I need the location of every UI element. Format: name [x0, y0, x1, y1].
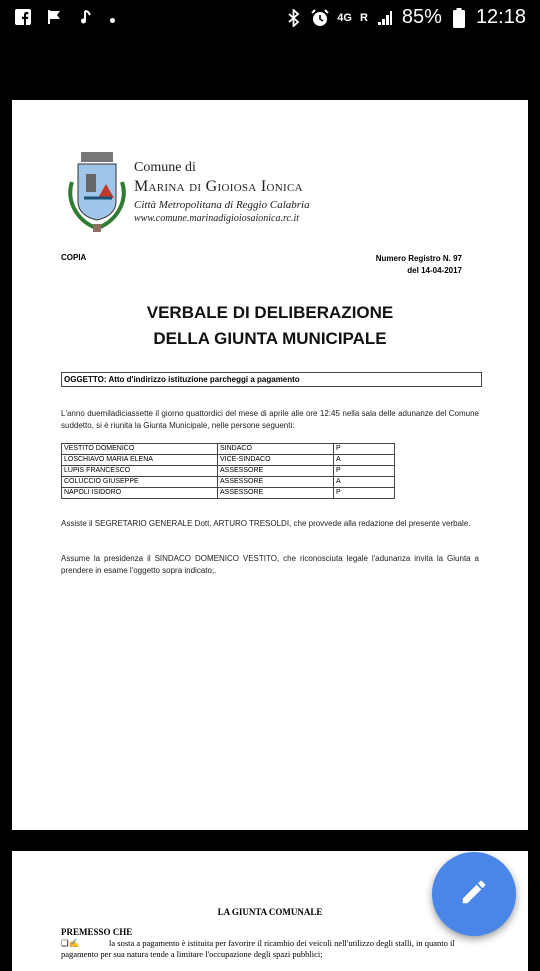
- bullet-text: la sosta a pagamento è istituita per favorire il ricambio dei veicoli nell'utilizzo degli stalli, in quanto il pagamento per sua natura tende a limitare l'occupazione degli spazi pubblici;: [61, 938, 455, 959]
- comune-name: Marina di Gioiosa Ionica: [134, 178, 303, 195]
- edit-fab-button[interactable]: [432, 852, 516, 936]
- member-role: ASSESSORE: [218, 466, 334, 477]
- member-status: A: [334, 455, 395, 466]
- member-status: P: [334, 466, 395, 477]
- title-line-2: DELLA GIUNTA MUNICIPALE: [153, 329, 387, 348]
- table-row: [62, 444, 395, 455]
- member-name: LUPIS FRANCESCO: [62, 466, 218, 477]
- giunta-heading: LA GIUNTA COMUNALE: [217, 907, 323, 917]
- document-title: [12, 300, 528, 352]
- member-role: VICE-SINDACO: [218, 455, 334, 466]
- facebook-icon: [14, 8, 32, 26]
- status-bar: [0, 0, 540, 36]
- oggetto-box: OGGETTO: Atto d'indirizzo istituzione parcheggi a pagamento: [61, 372, 482, 387]
- premesso-heading: PREMESSO CHE: [61, 927, 133, 937]
- table-row: [62, 466, 395, 477]
- title-line-1: VERBALE DI DELIBERAZIONE: [146, 303, 394, 322]
- table-row: [62, 455, 395, 466]
- registro-data: del 14-04-2017: [407, 266, 462, 275]
- member-name: NAPOLI ISIDORO: [62, 488, 218, 499]
- premesso-bullet: [61, 938, 479, 960]
- municipal-coat-of-arms: [64, 152, 130, 242]
- registro-block: [376, 253, 462, 277]
- edit-pencil-icon: [459, 877, 489, 912]
- member-name: LOSCHIAVO MARIA ELENA: [62, 455, 218, 466]
- alarm-icon: [311, 9, 329, 27]
- registro-numero: Numero Registro N. 97: [375, 254, 462, 263]
- network-type: 4G: [337, 11, 352, 24]
- member-role: ASSESSORE: [218, 488, 334, 499]
- member-status: A: [334, 477, 395, 488]
- member-name: COLUCCIO GIUSEPPE: [62, 477, 218, 488]
- comune-di-label: Comune di: [134, 160, 196, 175]
- signal-icon: [376, 9, 394, 27]
- copia-label: COPIA: [61, 253, 87, 262]
- clock: 12:18: [475, 6, 526, 28]
- intro-paragraph: L'anno duemiladiciassette il giorno quattordici del mese di aprile alle ore 12:45 nella sala delle adunanze del Comune suddetto, si è riunita la Giunta Municipale, nelle persone seguenti:: [61, 409, 479, 430]
- table-row: [62, 488, 395, 499]
- bullet-mark: ❑✍: [61, 938, 80, 948]
- attendance-table: [61, 443, 395, 499]
- member-role: SINDACO: [218, 444, 334, 455]
- document-page-1[interactable]: [12, 100, 528, 830]
- battery-icon: [450, 9, 468, 27]
- more-notifications-icon: [110, 18, 115, 23]
- assiste-paragraph: Assiste il SEGRETARIO GENERALE Dott. ARTURO TRESOLDI, che provvede alla redazione del presente verbale.: [61, 519, 471, 528]
- member-name: VESTITO DOMENICO: [62, 444, 218, 455]
- member-status: P: [334, 488, 395, 499]
- assume-paragraph: Assume la presidenza il SINDACO DOMENICO VESTITO, che riconosciuta legale l'adunanza invita la Giunta a prendere in esame l'oggetto sopra indicato;.: [61, 554, 479, 575]
- member-status: P: [334, 444, 395, 455]
- comune-website: www.comune.marinadigioiosaionica.rc.it: [134, 213, 299, 224]
- bluetooth-icon: [285, 9, 303, 27]
- citta-metropolitana: Città Metropolitana di Reggio Calabria: [134, 199, 310, 211]
- roaming-indicator: R: [359, 11, 368, 24]
- member-role: ASSESSORE: [218, 477, 334, 488]
- battery-percent: 85%: [401, 6, 442, 28]
- flag-check-icon: [46, 8, 64, 26]
- music-note-icon: [78, 8, 96, 26]
- table-row: [62, 477, 395, 488]
